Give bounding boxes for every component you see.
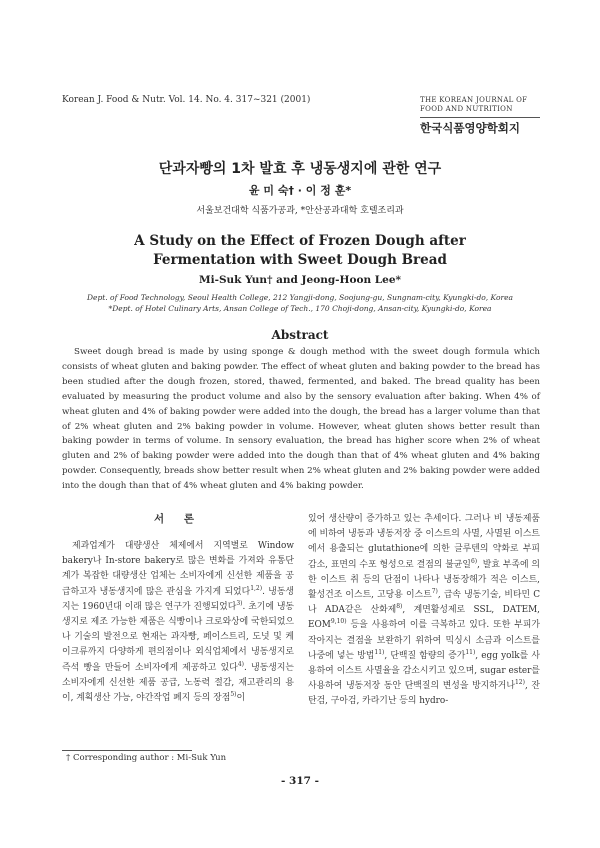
journal-citation: Korean J. Food & Nutr. Vol. 14. No. 4. 317~321 (2001) — [62, 95, 311, 105]
intro-heading: 서 론 — [154, 513, 202, 525]
intro-paragraph-2: 있어 생산량이 증가하고 있는 추세이다. 그러나 비 냉동제품에 비하여 냉동과 냉동저장 중 이스트의 사멸, 사멸된 이스트에서 용출되는 glutathione에 의한 글루텐의 약화로 부피 감소, 표면의 수포 형성으로 결점의 불균일$^{6)}$, 발효 부족에 의한 이스트 취 등의 단점이 나타나 냉동장해가 적은 이스트, 활성건조 이스트, 고당용 이스트$^{7)}$, 급속 냉동기술, 비타민 C나 ADA같은 산화제$^{8)}$, 계면활성제로 SSL, DATEM, EOM$^{9,10)}$ 등을 사용하여 이를 극복하고 있다. 또한 부피가 작아지는 결점을 보완하기 위하여 믹싱시 소금과 이스트를 나중에 넣는 방법$^{11)}$, 단백질 함량의 증가$^{11)}$, egg yolk를 사용하여 이스트 사멸율을 감소시키고 있으며, sugar ester를 사용하여 냉동저장 동안 단백질의 변성을 방지하거나$^{12)}$, 잔탄검, 구아검, 카라기난 등의 hydro- — [308, 514, 541, 707]
citation-ref: 3) — [236, 599, 243, 607]
citation-ref: 8) — [396, 603, 403, 611]
journal-name-en-line1: THE KOREAN JOURNAL OF — [420, 96, 528, 104]
corresponding-author-footnote: † Corresponding author : Mi-Suk Yun — [66, 753, 227, 763]
footnote-divider — [62, 750, 192, 751]
abstract-body: Sweet dough bread is made by using sponge & dough method with the sweet dough formula which consists of wheat gluten and baking powder. The effect of wheat gluten and baking powder to the bread has been studied after the dough frozen, stored, thawed, fermented, and baked. The bread quality has been evaluated by measuring the product volume and also by the sensory evaluation after baking. When 4% of wheat gluten and 4% of baking powder were added into the dough, the bread has a larger volume than that of 2% wheat gluten and 2% baking powder in volume. However, wheat gluten shows better result than baking powder in terms of volume. In sensory evaluation, the bread has higher score when 2% of wheat gluten and 2% of baking powder were added into the dough than that of 4% wheat gluten and 4% baking powder. Consequently, breads show better result when 2% wheat gluten and 2% baking powder were added into the dough than that of 4% wheat gluten and 4% baking powder. — [62, 347, 541, 492]
intro-left-column — [62, 512, 294, 706]
citation-ref: 9,10) — [330, 618, 347, 626]
affiliation-english-1: Dept. of Food Technology, Seoul Health College, 212 Yangji-dong, Soojung-gu, Sungnam-city, Kyungki-do, Korea — [87, 293, 513, 302]
affiliation-korean: 서울보건대학 식품가공과, *안산공과대학 호텔조리과 — [196, 206, 404, 216]
journal-name-en-line2: FOOD AND NUTRITION — [420, 105, 513, 113]
title-english — [0, 232, 600, 270]
authors-korean: 윤 미 숙† · 이 정 훈* — [248, 184, 352, 197]
citation-ref: 11) — [374, 648, 385, 656]
citation-ref: 1,2) — [250, 584, 263, 592]
page-number: - 317 - — [281, 775, 319, 787]
affiliation-english-2: *Dept. of Hotel Culinary Arts, Ansan College of Tech., 170 Choji-dong, Ansan-city, Kyungki-do, Korea — [108, 304, 492, 313]
intro-right-column — [308, 512, 540, 710]
citation-ref: 5) — [230, 691, 237, 699]
citation-ref: 4) — [237, 660, 244, 668]
journal-name-ko: 한국식품영양학회지 — [420, 117, 540, 136]
citation-ref: 7) — [431, 588, 438, 596]
journal-masthead — [420, 96, 540, 136]
abstract-heading: Abstract — [271, 328, 329, 342]
title-english-line1: A Study on the Effect of Frozen Dough after — [134, 233, 466, 249]
title-english-line2: Fermentation with Sweet Dough Bread — [153, 252, 447, 268]
citation-ref: 11) — [465, 648, 476, 656]
affiliation-english — [60, 292, 540, 314]
title-korean: 단과자빵의 1차 발효 후 냉동생지에 관한 연구 — [158, 161, 442, 177]
authors-english: Mi-Suk Yun† and Jeong-Hoon Lee* — [199, 274, 401, 286]
intro-paragraph-1: 제과업계가 대량생산 체제에서 지역별로 Window bakery나 In-store bakery로 많은 변화를 가져와 유통단계가 복잡한 대량생산 업체는 소비자에게 신선한 제품을 공급하고자 냉동생지에 많은 관심을 가지게 되었다$^{1,2)}$. 냉동생지는 1960년대 이래 많은 연구가 진행되었다$^{3)}$. 초기에 냉동생지로 제조 가능한 제품은 식빵이나 크로와상에 국한되었으나 기술의 발전으로 현재는 과자빵, 페이스트리, 도넛 및 케이크류까지 다양하게 편의점이나 외식업체에서 냉동생지로 즉석 빵을 만들어 소비자에게 제공하고 있다$^{4)}$. 냉동생지는 소비자에게 신선한 제품 공급, 노동력 절감, 재고관리의 용이, 계획생산 가능, 야간작업 폐지 등의 장점$^{5)}$이 — [62, 541, 294, 704]
citation-ref: 6) — [470, 557, 478, 565]
citation-ref: 12) — [514, 679, 525, 687]
